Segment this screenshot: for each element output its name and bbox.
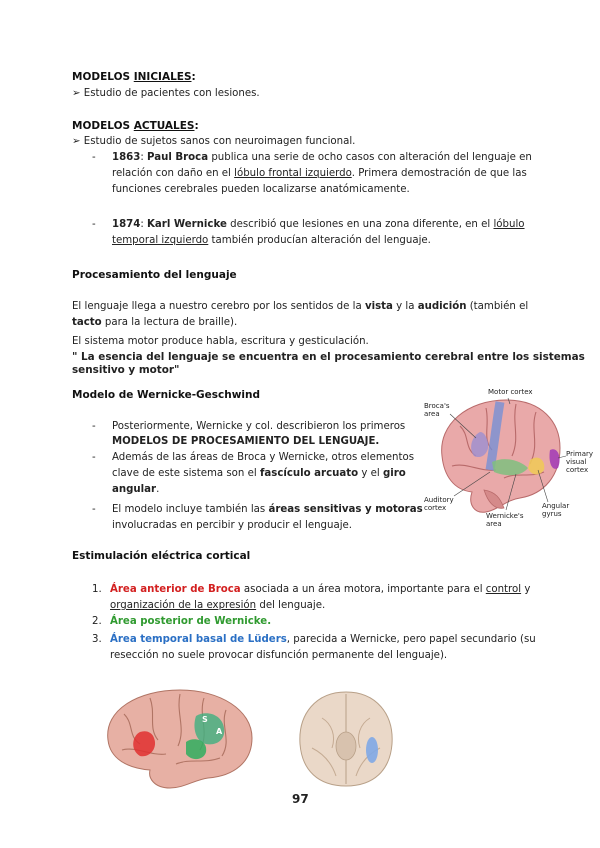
heading-text: MODELOS <box>72 71 134 83</box>
wg-line-7: involucradas en percibir y producir el lenguaje. <box>112 520 353 531</box>
bold-giro: giro <box>382 468 406 479</box>
heading-colon: : <box>191 71 196 83</box>
wg-line-5 <box>112 482 159 497</box>
bullet-dash: - <box>92 504 96 515</box>
text: publica una serie de ocho casos con alteración del lenguaje en <box>208 152 532 163</box>
wg-line-6 <box>112 502 423 517</box>
text: y la <box>392 301 418 312</box>
text: también producían alteración del lenguaje. <box>208 235 431 246</box>
proc-line-1 <box>72 299 528 314</box>
list-number-3: 3. <box>92 634 102 645</box>
brain-lateral-stimulation <box>100 684 262 790</box>
stim-item-1b <box>110 598 325 613</box>
wernicke-line-1: 1874: Karl Wernicke describió que lesiones en una zona diferente, en el lóbulo <box>112 219 525 230</box>
heading-estimulacion: Estimulación eléctrica cortical <box>72 550 251 562</box>
label-wernickes-area: Wernicke's area <box>486 512 524 528</box>
label-brocas-area: Broca's area <box>424 402 450 418</box>
underlined-lobulo-frontal: lóbulo frontal izquierdo <box>234 168 352 179</box>
text: relación con daño en el <box>112 168 235 179</box>
bold-areas: áreas sensitivas y motoras <box>268 504 423 515</box>
text: y el <box>358 468 383 479</box>
name-karl-wernicke: Karl Wernicke <box>147 219 227 230</box>
label-a: A <box>216 727 223 736</box>
label-primary-visual-cortex: Primary visual cortex <box>566 450 594 474</box>
bold-tacto: tacto <box>72 317 102 328</box>
heading-text: MODELOS <box>72 120 134 132</box>
page-number: 97 <box>292 792 309 806</box>
bullet-dash: - <box>92 452 96 463</box>
heading-procesamiento: Procesamiento del lenguaje <box>72 269 237 281</box>
text: del lenguaje. <box>256 600 326 611</box>
bullet-dash: - <box>92 152 96 163</box>
label-s: S <box>202 715 208 724</box>
text: (también el <box>466 301 529 312</box>
year-1863: 1863 <box>112 152 141 163</box>
bullet-dash: - <box>92 421 96 432</box>
text: . <box>156 484 160 495</box>
proc-line-2 <box>72 315 237 330</box>
label-angular-gyrus: Angular gyrus <box>542 502 570 518</box>
bullet-dash: - <box>92 219 96 230</box>
text: describió que lesiones en una zona diferente, en el <box>226 219 494 230</box>
text: y <box>521 584 531 595</box>
stim-item-2 <box>110 614 271 629</box>
wg-line-1: Posteriormente, Wernicke y col. describieron los primeros <box>112 421 406 432</box>
broca-line-2 <box>112 166 527 181</box>
label-auditory-cortex: Auditory cortex <box>424 496 454 512</box>
underlined-lobulo: lóbulo <box>493 219 525 230</box>
wg-line-4 <box>112 466 406 481</box>
heading-wernicke-geschwind: Modelo de Wernicke-Geschwind <box>72 389 261 401</box>
text: para la lectura de braille). <box>101 317 238 328</box>
broca-line-3: funciones cerebrales pueden localizarse anatómicamente. <box>112 184 410 195</box>
green-area-wernicke: Área posterior de Wernicke. <box>110 616 272 627</box>
bold-fasciculo: fascículo arcuato <box>259 468 359 479</box>
text: asociada a un área motora, importante para el <box>240 584 486 595</box>
text: . Primera demostración de que las <box>351 168 527 179</box>
heading-underlined: INICIALES <box>133 71 192 83</box>
heading-underlined: ACTUALES <box>133 120 195 132</box>
list-number-1: 1. <box>92 584 102 595</box>
heading-colon: : <box>194 120 199 132</box>
brain-lateral-stimulation-illustration <box>100 684 262 790</box>
brain-basal-view <box>292 688 400 788</box>
bold-angular: angular <box>112 484 157 495</box>
proc-line-3: El sistema motor produce habla, escritura y gesticulación. <box>72 336 369 347</box>
item-sujetos-sanos: ➢ Estudio de sujetos sanos con neuroimagen funcional. <box>72 136 356 147</box>
text: El lenguaje llega a nuestro cerebro por los sentidos de la <box>72 301 365 312</box>
quote-line-1: " La esencia del lenguaje se encuentra en el procesamiento cerebral entre los sistemas <box>72 351 585 363</box>
bold-vista: vista <box>364 301 393 312</box>
underlined-temporal: temporal izquierdo <box>112 235 209 246</box>
text: El modelo incluye también las <box>112 504 269 515</box>
brain-basal-illustration <box>292 688 400 788</box>
bold-audicion: audición <box>417 301 467 312</box>
brain-figure <box>420 386 596 528</box>
red-area-broca: Área anterior de Broca <box>110 584 241 595</box>
name-paul-broca: Paul Broca <box>147 152 209 163</box>
text: , parecida a Wernicke, pero papel secundario (su <box>286 634 536 645</box>
stim-item-3b: resección no suele provocar disfunción permanente del lenguaje). <box>110 650 448 661</box>
text: clave de este sistema son el <box>112 468 260 479</box>
heading-modelos-iniciales <box>72 70 196 85</box>
wg-line-2: MODELOS DE PROCESAMIENTO DEL LENGUAJE. <box>112 436 380 447</box>
item-estudio-pacientes: ➢ Estudio de pacientes con lesiones. <box>72 88 260 99</box>
stim-item-3 <box>110 632 536 647</box>
year-1874: 1874 <box>112 219 141 230</box>
blue-area-luders: Área temporal basal de Lüders <box>110 634 287 645</box>
quote-line-2: sensitivo y motor" <box>72 364 180 376</box>
underlined-control: control <box>485 584 522 595</box>
wg-line-3: Además de las áreas de Broca y Wernicke, otros elementos <box>112 452 415 463</box>
broca-line-1: 1863: Paul Broca publica una serie de ocho casos con alteración del lenguaje en <box>112 152 532 163</box>
underlined-organizacion: organización de la expresión <box>110 600 257 611</box>
list-number-2: 2. <box>92 616 102 627</box>
stim-item-1 <box>110 582 530 597</box>
wernicke-line-2 <box>112 233 431 248</box>
heading-modelos-actuales <box>72 119 199 134</box>
label-motor-cortex: Motor cortex <box>488 388 533 396</box>
